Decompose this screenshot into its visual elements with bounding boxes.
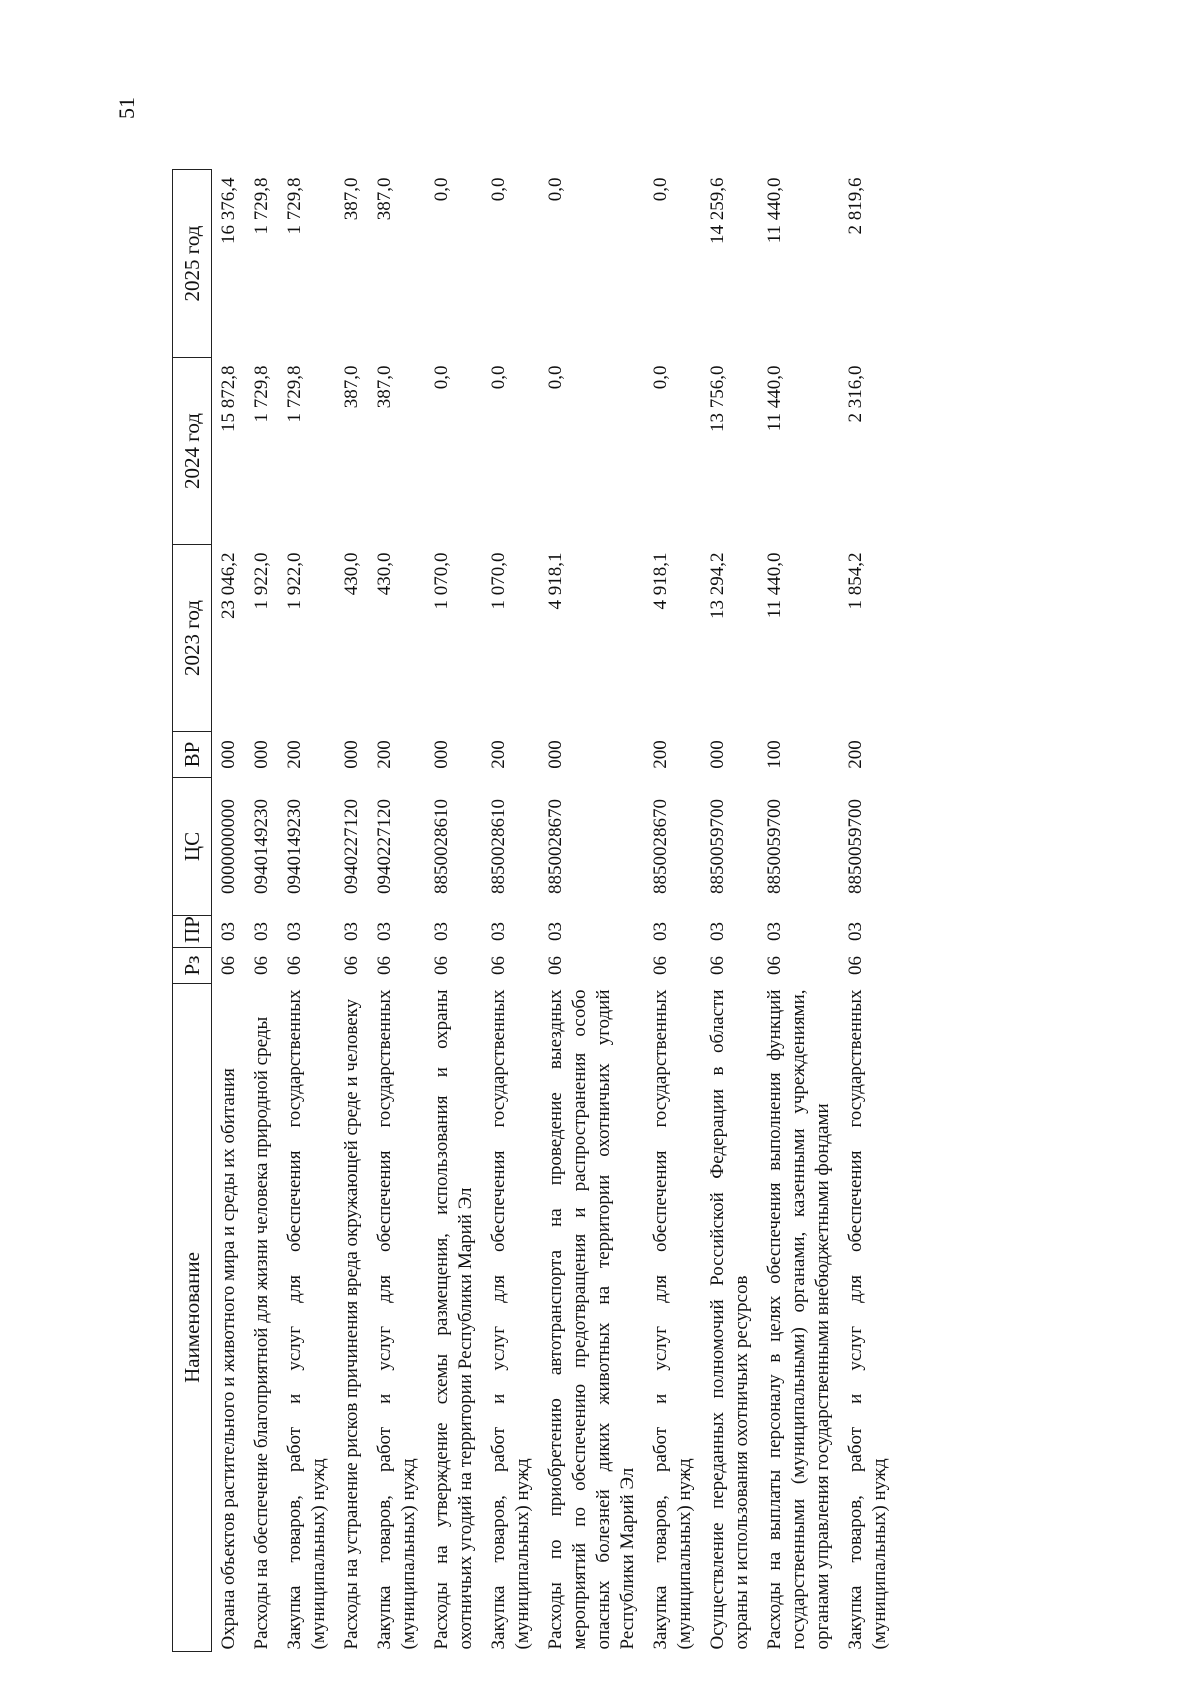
row-2024: 0,0	[488, 365, 509, 390]
row-2023: 1 854,2	[845, 552, 866, 610]
row-name: Расходы на утверждение схемы размещения, использования и охраны охотничьих угодий на территории Республики Марий Эл	[431, 989, 476, 1650]
row-2025: 2 819,6	[845, 177, 866, 235]
row-2025: 1 729,8	[284, 177, 305, 235]
header-rz: Рз	[173, 948, 212, 984]
table-body	[212, 170, 897, 1652]
row-pr: 03	[845, 922, 866, 941]
row-2023: 1 070,0	[488, 552, 509, 610]
row-cs: 8850059700	[707, 799, 728, 894]
row-rz: 06	[341, 956, 362, 975]
row-vr: 200	[284, 740, 305, 769]
row-2024: 2 316,0	[845, 365, 866, 423]
row-pr: 03	[218, 922, 239, 941]
row-name: Расходы по приобретению автотранспорта на проведение выездных мероприятий по обеспечению предотвращения и распространения особо опасных болезней диких животных на территории охотничьих угодий Республики Марий Эл	[545, 989, 638, 1650]
row-vr: 000	[707, 740, 728, 769]
row-cs: 0940227120	[341, 799, 362, 894]
row-rz: 06	[374, 956, 395, 975]
table-row	[701, 170, 758, 1652]
row-cs: 0000000000	[218, 799, 239, 894]
row-pr: 03	[707, 922, 728, 941]
row-2024: 387,0	[341, 365, 362, 409]
row-cs: 8850028610	[431, 799, 452, 894]
row-2024: 1 729,8	[251, 365, 272, 423]
row-vr: 200	[845, 740, 866, 769]
row-name: Закупка товаров, работ и услуг для обеспечения государственных (муниципальных) нужд	[488, 989, 533, 1650]
row-pr: 03	[488, 922, 509, 941]
table-header-row	[173, 170, 212, 1652]
table-row	[368, 170, 425, 1652]
row-2025: 11 440,0	[764, 177, 785, 244]
row-2025: 0,0	[431, 177, 452, 202]
row-pr: 03	[251, 922, 272, 941]
row-2023: 23 046,2	[218, 552, 239, 619]
row-2024: 0,0	[431, 365, 452, 390]
header-vr: ВР	[173, 732, 212, 778]
row-2025: 14 259,6	[707, 177, 728, 244]
row-2024: 0,0	[650, 365, 671, 390]
header-cs: ЦС	[173, 778, 212, 916]
row-rz: 06	[545, 956, 566, 975]
table-row	[758, 170, 839, 1652]
row-2025: 1 729,8	[251, 177, 272, 235]
row-rz: 06	[488, 956, 509, 975]
row-vr: 200	[488, 740, 509, 769]
row-cs: 8850028670	[650, 799, 671, 894]
page-number: 51	[114, 97, 139, 119]
row-2023: 4 918,1	[650, 552, 671, 610]
row-vr: 000	[341, 740, 362, 769]
row-cs: 0940149230	[251, 799, 272, 894]
row-cs: 8850028670	[545, 799, 566, 894]
header-2025: 2025 год	[173, 170, 212, 358]
header-name: Наименование	[173, 984, 212, 1652]
row-2025: 16 376,4	[218, 177, 239, 244]
row-vr: 000	[545, 740, 566, 769]
row-cs: 0940149230	[284, 799, 305, 894]
row-pr: 03	[284, 922, 305, 941]
header-pr: ПР	[173, 916, 212, 948]
row-rz: 06	[284, 956, 305, 975]
table-row	[839, 170, 896, 1652]
table-row	[278, 170, 335, 1652]
row-pr: 03	[374, 922, 395, 941]
row-2023: 1 070,0	[431, 552, 452, 610]
row-2023: 430,0	[341, 552, 362, 596]
row-rz: 06	[218, 956, 239, 975]
row-name: Закупка товаров, работ и услуг для обеспечения государственных (муниципальных) нужд	[284, 989, 329, 1650]
row-name: Расходы на выплаты персоналу в целях обеспечения выполнения функций государственными (муниципальными) органами, казенными учреждениями, органами управления государственными внебюджетными фондами	[764, 989, 833, 1650]
row-vr: 000	[218, 740, 239, 769]
row-cs: 8850028610	[488, 799, 509, 894]
row-2023: 4 918,1	[545, 552, 566, 610]
row-2025: 387,0	[374, 177, 395, 221]
row-vr: 200	[374, 740, 395, 769]
row-2024: 1 729,8	[284, 365, 305, 423]
row-2024: 0,0	[545, 365, 566, 390]
row-name: Расходы на обеспечение благоприятной для жизни человека природной среды	[251, 1016, 272, 1650]
row-2025: 0,0	[488, 177, 509, 202]
row-name: Осуществление переданных полномочий Российской Федерации в области охраны и использования охотничьих ресурсов	[707, 989, 752, 1650]
header-2023: 2023 год	[173, 545, 212, 732]
row-pr: 03	[764, 922, 785, 941]
row-vr: 000	[251, 740, 272, 769]
table-row	[482, 170, 539, 1652]
row-2023: 1 922,0	[284, 552, 305, 610]
row-name: Закупка товаров, работ и услуг для обеспечения государственных (муниципальных) нужд	[374, 989, 419, 1650]
row-cs: 8850059700	[764, 799, 785, 894]
row-2025: 387,0	[341, 177, 362, 221]
row-2023: 430,0	[374, 552, 395, 596]
table-row	[425, 170, 482, 1652]
row-2023: 1 922,0	[251, 552, 272, 610]
row-vr: 200	[650, 740, 671, 769]
row-rz: 06	[764, 956, 785, 975]
table-row	[539, 170, 644, 1652]
row-rz: 06	[251, 956, 272, 975]
table-row	[644, 170, 701, 1652]
row-2025: 0,0	[545, 177, 566, 202]
row-2023: 13 294,2	[707, 552, 728, 619]
row-rz: 06	[431, 956, 452, 975]
row-2024: 15 872,8	[218, 365, 239, 432]
row-pr: 03	[650, 922, 671, 941]
row-vr: 100	[764, 740, 785, 769]
budget-table-page	[172, 170, 896, 1652]
row-2023: 11 440,0	[764, 552, 785, 619]
row-rz: 06	[845, 956, 866, 975]
row-rz: 06	[650, 956, 671, 975]
row-2024: 13 756,0	[707, 365, 728, 432]
table-row	[335, 170, 368, 1652]
row-rz: 06	[707, 956, 728, 975]
row-pr: 03	[341, 922, 362, 941]
budget-table	[172, 169, 896, 1652]
row-2024: 11 440,0	[764, 365, 785, 432]
row-vr: 000	[431, 740, 452, 769]
table-row	[212, 170, 246, 1652]
row-2025: 0,0	[650, 177, 671, 202]
row-name: Закупка товаров, работ и услуг для обеспечения государственных (муниципальных) нужд	[845, 989, 890, 1650]
row-cs: 8850059700	[845, 799, 866, 894]
row-pr: 03	[431, 922, 452, 941]
row-name: Закупка товаров, работ и услуг для обеспечения государственных (муниципальных) нужд	[650, 989, 695, 1650]
row-name: Охрана объектов растительного и животного мира и среды их обитания	[218, 1068, 239, 1650]
row-2024: 387,0	[374, 365, 395, 409]
row-cs: 0940227120	[374, 799, 395, 894]
table-row	[245, 170, 278, 1652]
row-name: Расходы на устранение рисков причинения вреда окружающей среде и человеку	[341, 998, 362, 1650]
header-2024: 2024 год	[173, 358, 212, 545]
row-pr: 03	[545, 922, 566, 941]
